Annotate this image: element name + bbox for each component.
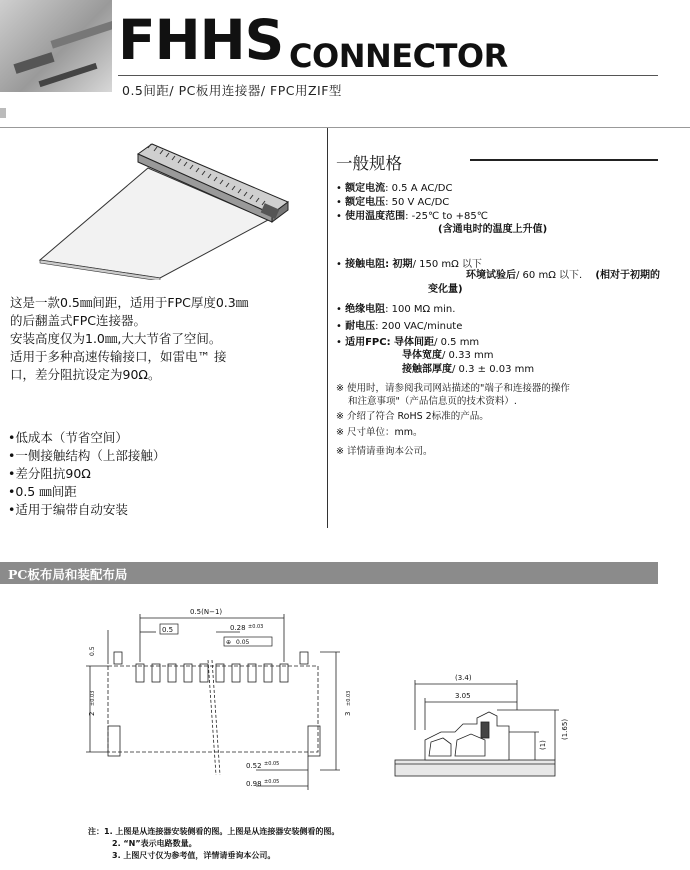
spec-heading: 一般规格 bbox=[336, 154, 402, 173]
spec-sublabel: : 导体间距 bbox=[386, 337, 435, 348]
feature-item: •低成本（节省空间） bbox=[8, 430, 128, 445]
page-title-suffix: CONNECTOR bbox=[289, 37, 508, 75]
decor-strip bbox=[0, 108, 6, 118]
spec-label: 适用FPC bbox=[345, 337, 387, 348]
spec-note-line: 和注意事项"（产品信息页的技术资料）. bbox=[348, 396, 517, 407]
intro-line: 的后翻盖式FPC连接器。 bbox=[10, 313, 146, 328]
spec-sublabel: : 初期 bbox=[385, 259, 413, 270]
spec-withstand: • 耐电压: 200 VAC/minute bbox=[336, 321, 463, 332]
page-title: FHHS bbox=[118, 8, 284, 72]
spec-value: / 0.33 mm bbox=[442, 350, 494, 361]
spec-value: : 50 V AC/DC bbox=[385, 197, 450, 208]
spec-value: / 0.5 mm bbox=[434, 337, 480, 348]
spec-fpc: • 适用FPC: 导体间距/ 0.5 mm bbox=[336, 337, 480, 348]
spec-heading-rule bbox=[470, 159, 658, 161]
spec-note-line: ※ 尺寸单位：mm。 bbox=[336, 427, 423, 438]
spec-fpc-width bbox=[402, 349, 493, 362]
spec-value: / 0.3 ± 0.03 mm bbox=[452, 364, 535, 375]
side-total-dim: (3.4) bbox=[455, 674, 472, 682]
dim-right-h-tol: ±0.03 bbox=[346, 690, 352, 706]
spec-sublabel: 环境试验后 bbox=[466, 270, 516, 281]
spec-temperature: • 使用温度范围: -25℃ to +85℃ bbox=[336, 211, 488, 222]
spec-sublabel: 接触部厚度 bbox=[402, 364, 452, 375]
dim-pad-width: 0.28 bbox=[230, 624, 246, 632]
footnote-2: 2. “N”表示电路数量。 bbox=[112, 839, 197, 848]
spec-value: : 0.5 A AC/DC bbox=[385, 183, 453, 194]
side-length-dim: 3.05 bbox=[455, 692, 471, 700]
side-h1-dim: (1) bbox=[539, 740, 547, 750]
intro-description bbox=[10, 294, 322, 384]
spec-sublabel: 导体宽度 bbox=[402, 350, 442, 361]
dim-top-h: 0.5 bbox=[89, 646, 96, 656]
spec-label: 额定电压 bbox=[345, 197, 386, 208]
spec-temp-note: (含通电时的温度上升值) bbox=[438, 224, 548, 235]
feature-item: •一侧接触结构（上部接触） bbox=[8, 448, 166, 463]
section-rule bbox=[0, 127, 690, 128]
spec-label: 接触电阻 bbox=[345, 259, 386, 270]
spec-rated-current: • 额定电流: 0.5 A AC/DC bbox=[336, 183, 453, 194]
dim-pad-tol: ±0.03 bbox=[248, 624, 264, 630]
spec-insulation: • 绝缘电阻: 100 MΩ min. bbox=[336, 304, 456, 315]
dim-bottom-1-tol: ±0.05 bbox=[264, 761, 280, 767]
pcb-layout-drawing bbox=[70, 600, 360, 800]
spec-note-line: ※ 详情请垂询本公司。 bbox=[336, 446, 433, 457]
feature-item: •适用于编带自动安装 bbox=[8, 502, 128, 517]
side-h2-dim: (1.65) bbox=[561, 718, 569, 740]
footnote-3: 3. 上图尺寸仅为参考值，详情请垂询本公司。 bbox=[112, 851, 276, 860]
intro-line: 安装高度仅为1.0㎜,大大节省了空间。 bbox=[10, 331, 222, 346]
intro-line: 口，差分阻抗设定为90Ω。 bbox=[10, 367, 161, 382]
dim-position-symbol: ⊕ bbox=[226, 639, 232, 646]
spec-contact-after-note: 变化量) bbox=[428, 284, 463, 295]
spec-note: (相对于初期的 bbox=[595, 270, 660, 281]
spec-label: 绝缘电阻 bbox=[345, 304, 386, 315]
dim-bottom-2-tol: ±0.05 bbox=[264, 779, 280, 785]
dim-right-h: 3 bbox=[344, 711, 352, 716]
section-band-title: PC板布局和装配布局 bbox=[8, 567, 128, 582]
dim-pitch: 0.5 bbox=[162, 626, 174, 634]
spec-fpc-thickness bbox=[402, 363, 534, 376]
dim-pitch-total: 0.5(N−1) bbox=[190, 608, 223, 616]
spec-label: 使用温度范围 bbox=[345, 211, 406, 222]
feature-item: •差分阻抗90Ω bbox=[8, 466, 91, 481]
dim-bottom-1: 0.52 bbox=[246, 762, 262, 770]
footnote-1: 注：1. 上图是从连接器安装侧看的图。上图是从连接器安装侧看的图。 bbox=[88, 827, 340, 836]
spec-value: : -25℃ to +85℃ bbox=[405, 211, 488, 222]
dim-left-h: 2 bbox=[88, 711, 96, 716]
intro-line: 适用于多种高速传输接口，如雷电™ 接 bbox=[10, 349, 227, 364]
spec-contact-after bbox=[466, 269, 660, 282]
header-product-photo bbox=[0, 0, 112, 92]
spec-contact-resistance: • 接触电阻: 初期/ 150 mΩ 以下 bbox=[336, 259, 482, 270]
spec-rated-voltage: • 额定电压: 50 V AC/DC bbox=[336, 197, 450, 208]
spec-value: : 200 VAC/minute bbox=[375, 321, 463, 332]
dim-bottom-2: 0.98 bbox=[246, 780, 262, 788]
spec-note-line: ※ 介绍了符合 RoHS 2标准的产品。 bbox=[336, 411, 489, 422]
spec-value: / 60 mΩ 以下. bbox=[516, 270, 583, 281]
column-divider bbox=[327, 128, 328, 528]
header-rule bbox=[118, 75, 658, 76]
page-subtitle: 0.5间距/ PC板用连接器/ FPC用ZIF型 bbox=[122, 83, 342, 98]
dim-left-h-tol: ±0.03 bbox=[90, 690, 96, 706]
dim-tol-frame: 0.05 bbox=[236, 639, 250, 646]
side-view-drawing bbox=[385, 670, 585, 790]
spec-value: / 150 mΩ 以下 bbox=[412, 259, 482, 270]
spec-label: 额定电流 bbox=[345, 183, 386, 194]
spec-label: 耐电压 bbox=[345, 321, 376, 332]
product-illustration bbox=[20, 140, 310, 280]
intro-line: 这是一款0.5㎜间距，适用于FPC厚度0.3㎜ bbox=[10, 295, 249, 310]
spec-value: : 100 MΩ min. bbox=[385, 304, 456, 315]
feature-item: •0.5 ㎜间距 bbox=[8, 484, 77, 499]
spec-note-line: ※ 使用时，请参阅我司网站描述的"端子和连接器的操作 bbox=[336, 383, 570, 394]
feature-list bbox=[8, 429, 320, 519]
